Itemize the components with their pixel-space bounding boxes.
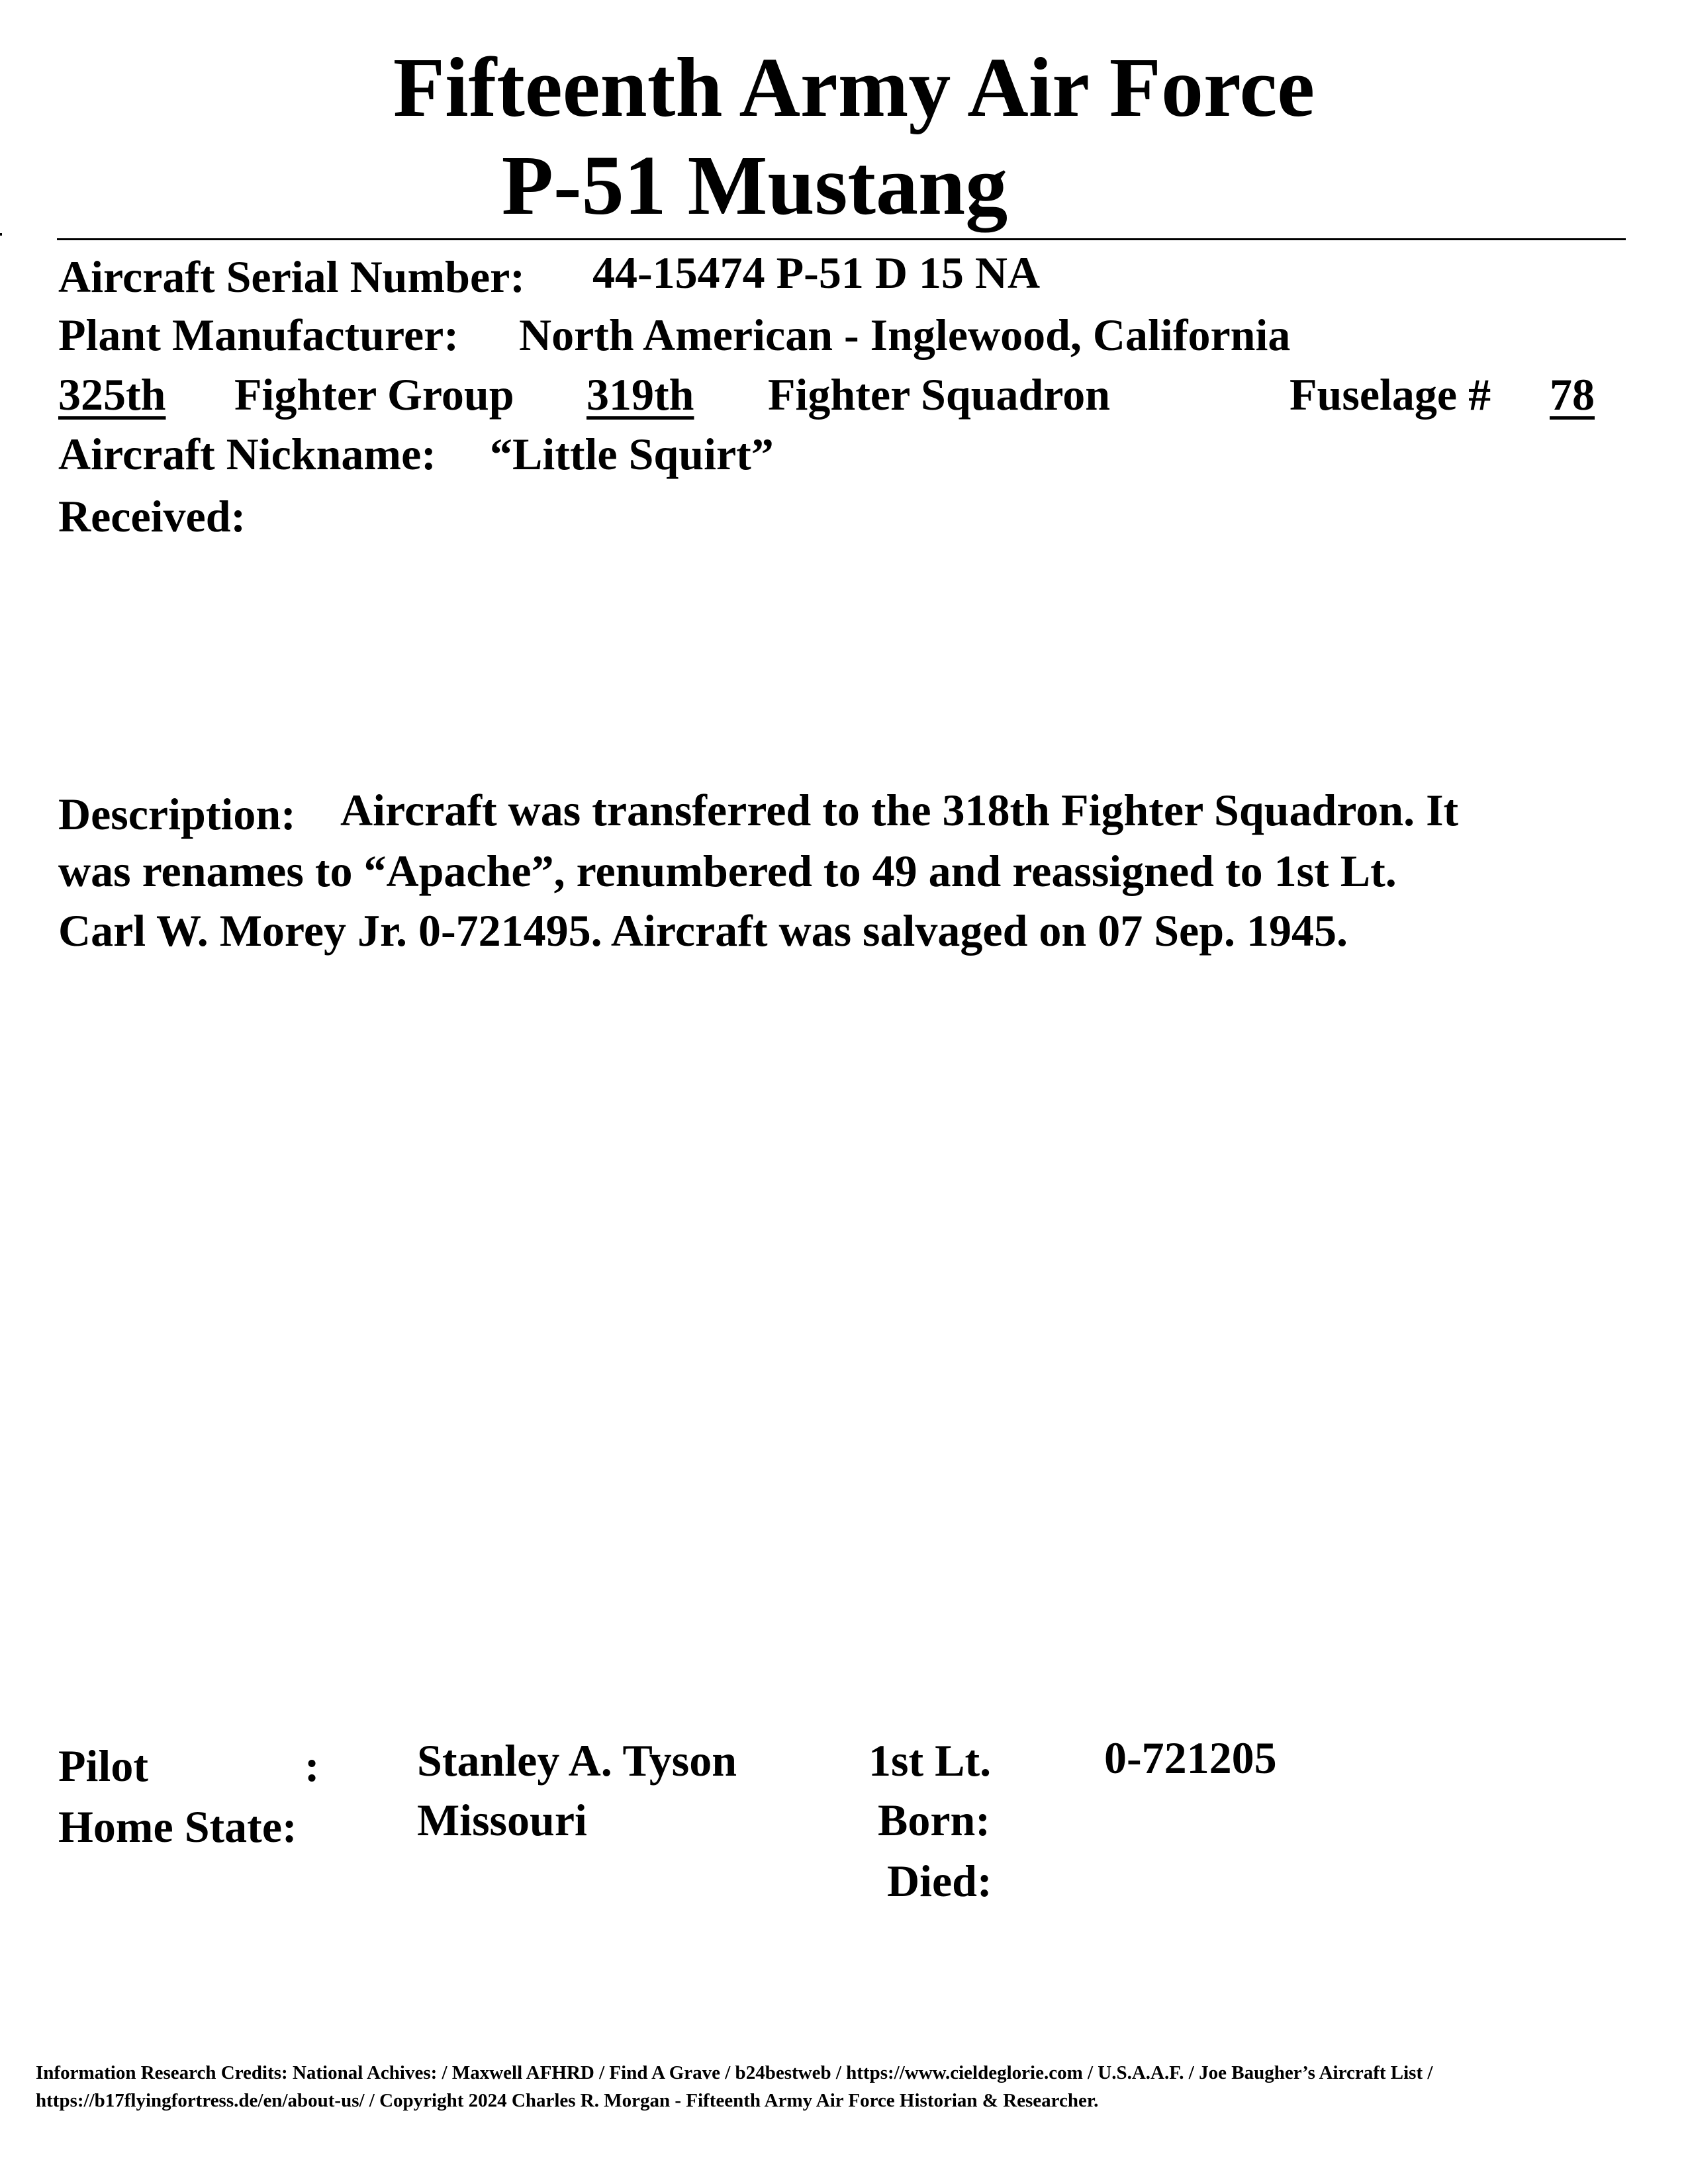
credits-line-1: Information Research Credits: National Achives: / Maxwell AFHRD / Find A Grave / b24bestweb / https://www.cieldeglorie.com / U.S.A.A.F. / Joe Baugher’s Aircraft List / xyxy=(36,2062,1433,2083)
manufacturer-label: Plant Manufacturer: xyxy=(58,310,459,360)
pilot-label: Pilot xyxy=(58,1741,148,1791)
died-label: Died: xyxy=(887,1856,992,1906)
home-state-value: Missouri xyxy=(417,1795,587,1845)
received-label: Received: xyxy=(58,491,246,541)
page-title: Fifteenth Army Air Force xyxy=(393,40,1315,134)
pilot-serial: 0-721205 xyxy=(1104,1733,1277,1783)
pilot-rank: 1st Lt. xyxy=(868,1735,992,1786)
fuselage-label: Fuselage # xyxy=(1289,369,1491,420)
pilot-colon: : xyxy=(305,1741,320,1791)
fighter-squadron-label: Fighter Squadron xyxy=(768,369,1111,420)
home-state-label: Home State: xyxy=(58,1801,297,1852)
born-label: Born: xyxy=(878,1795,990,1845)
page-subtitle: P-51 Mustang xyxy=(501,138,1008,232)
fighter-squadron-number: 319th xyxy=(586,369,694,420)
serial-number-value: 44-15474 P-51 D 15 NA xyxy=(592,248,1041,298)
nickname-value: “Little Squirt” xyxy=(490,429,774,479)
description-line-2: was renames to “Apache”, renumbered to 49 and reassigned to 1st Lt. xyxy=(58,846,1397,896)
description-line-3: Carl W. Morey Jr. 0-721495. Aircraft was salvaged on 07 Sep. 1945. xyxy=(58,905,1348,956)
fighter-group-number: 325th xyxy=(58,369,166,420)
fighter-group-label: Fighter Group xyxy=(234,369,514,420)
margin-mark xyxy=(0,233,2,236)
credits-line-2: https://b17flyingfortress.de/en/about-us/ / Copyright 2024 Charles R. Morgan - Fifteenth Army Air Force Historian & Researcher. xyxy=(36,2090,1099,2111)
fuselage-value-wrap xyxy=(1523,369,1622,420)
fighter-squadron-value xyxy=(586,369,740,420)
serial-number-label: Aircraft Serial Number: xyxy=(58,251,525,302)
pilot-name: Stanley A. Tyson xyxy=(417,1735,737,1786)
nickname-label: Aircraft Nickname: xyxy=(58,429,436,479)
fighter-group-value xyxy=(58,369,208,420)
manufacturer-value: North American - Inglewood, California xyxy=(519,310,1291,360)
description-label: Description: xyxy=(58,789,296,839)
fuselage-number: 78 xyxy=(1550,369,1595,420)
header-divider xyxy=(57,238,1626,240)
description-line-1: Aircraft was transferred to the 318th Fighter Squadron. It xyxy=(340,785,1459,835)
